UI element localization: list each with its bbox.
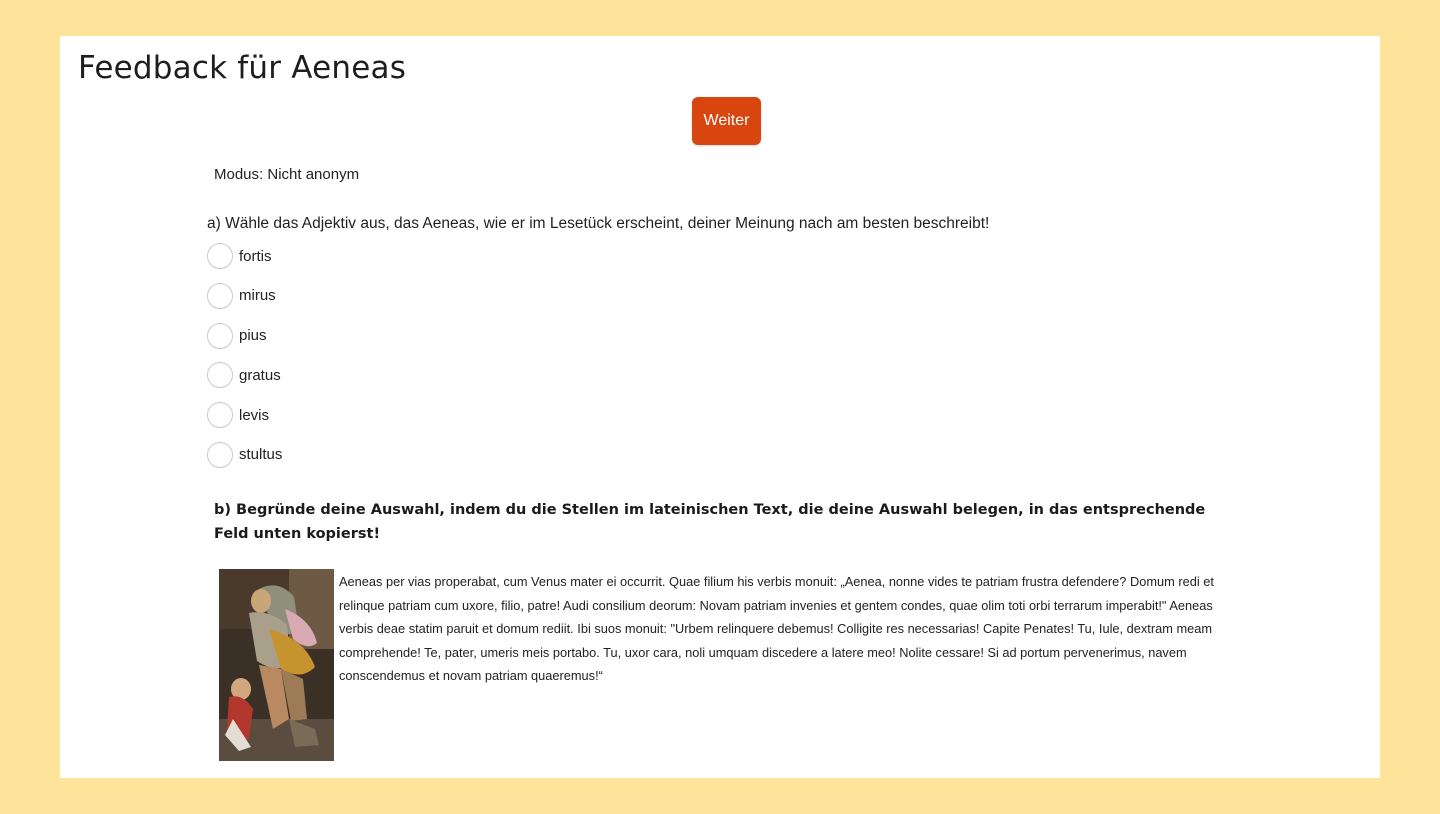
option-gratus[interactable]: [207, 361, 282, 389]
question-b-text: b) Begründe deine Auswahl, indem du die Stellen im lateinischen Text, die deine Auswahl belegen, in das entsprechende Feld unten kopierst!: [214, 502, 1206, 542]
feedback-card: [60, 36, 1380, 778]
next-button[interactable]: Weiter: [692, 97, 761, 145]
mode-label: Modus: Nicht anonym: [214, 166, 360, 183]
option-label: gratus: [239, 366, 281, 384]
aeneas-painting-image: [219, 569, 334, 761]
option-label: fortis: [239, 247, 272, 265]
option-label: stultus: [239, 446, 283, 464]
radio-button[interactable]: [207, 402, 233, 428]
radio-button[interactable]: [207, 442, 233, 468]
option-stultus[interactable]: [207, 441, 282, 469]
question-a-text: a) Wähle das Adjektiv aus, das Aeneas, wie er im Lesetück erscheint, deiner Meinung nach am besten beschreibt!: [207, 215, 990, 232]
option-pius[interactable]: [207, 322, 282, 350]
radio-button[interactable]: [207, 362, 233, 388]
option-fortis[interactable]: [207, 242, 282, 270]
option-label: pius: [239, 327, 267, 345]
adjective-options: [207, 242, 282, 481]
radio-button[interactable]: [207, 283, 233, 309]
option-label: levis: [239, 406, 270, 424]
page-title: Feedback für Aeneas: [78, 50, 407, 86]
radio-button[interactable]: [207, 243, 233, 269]
option-label: mirus: [239, 287, 276, 305]
option-levis[interactable]: [207, 401, 282, 429]
radio-button[interactable]: [207, 323, 233, 349]
option-mirus[interactable]: [207, 282, 282, 310]
latin-passage: Aeneas per vias properabat, cum Venus mater ei occurrit. Quae filium his verbis monuit: „Aenea, nonne vides te patriam frustra defendere? Domum redi et relinque patriam cum uxore, filio, patre! Audi consilium deorum: Novam patriam invenies et gentem condes, quae olim toti orbi terrarum imperabit!" Aeneas verbis deae statim paruit et domum rediit. Ibi suos monuit: "Urbem relinquere debemus! Colligite res necessarias! Capite Penates! Tu, Iule, dextram meam comprehende! Te, pater, umeris meis portabo. Tu, uxor cara, noli umquam discedere a latere meo! Nolite cessare! Si ad portum pervenerimus, navem conscendemus et novam patriam quaeremus!“: [339, 574, 1214, 684]
